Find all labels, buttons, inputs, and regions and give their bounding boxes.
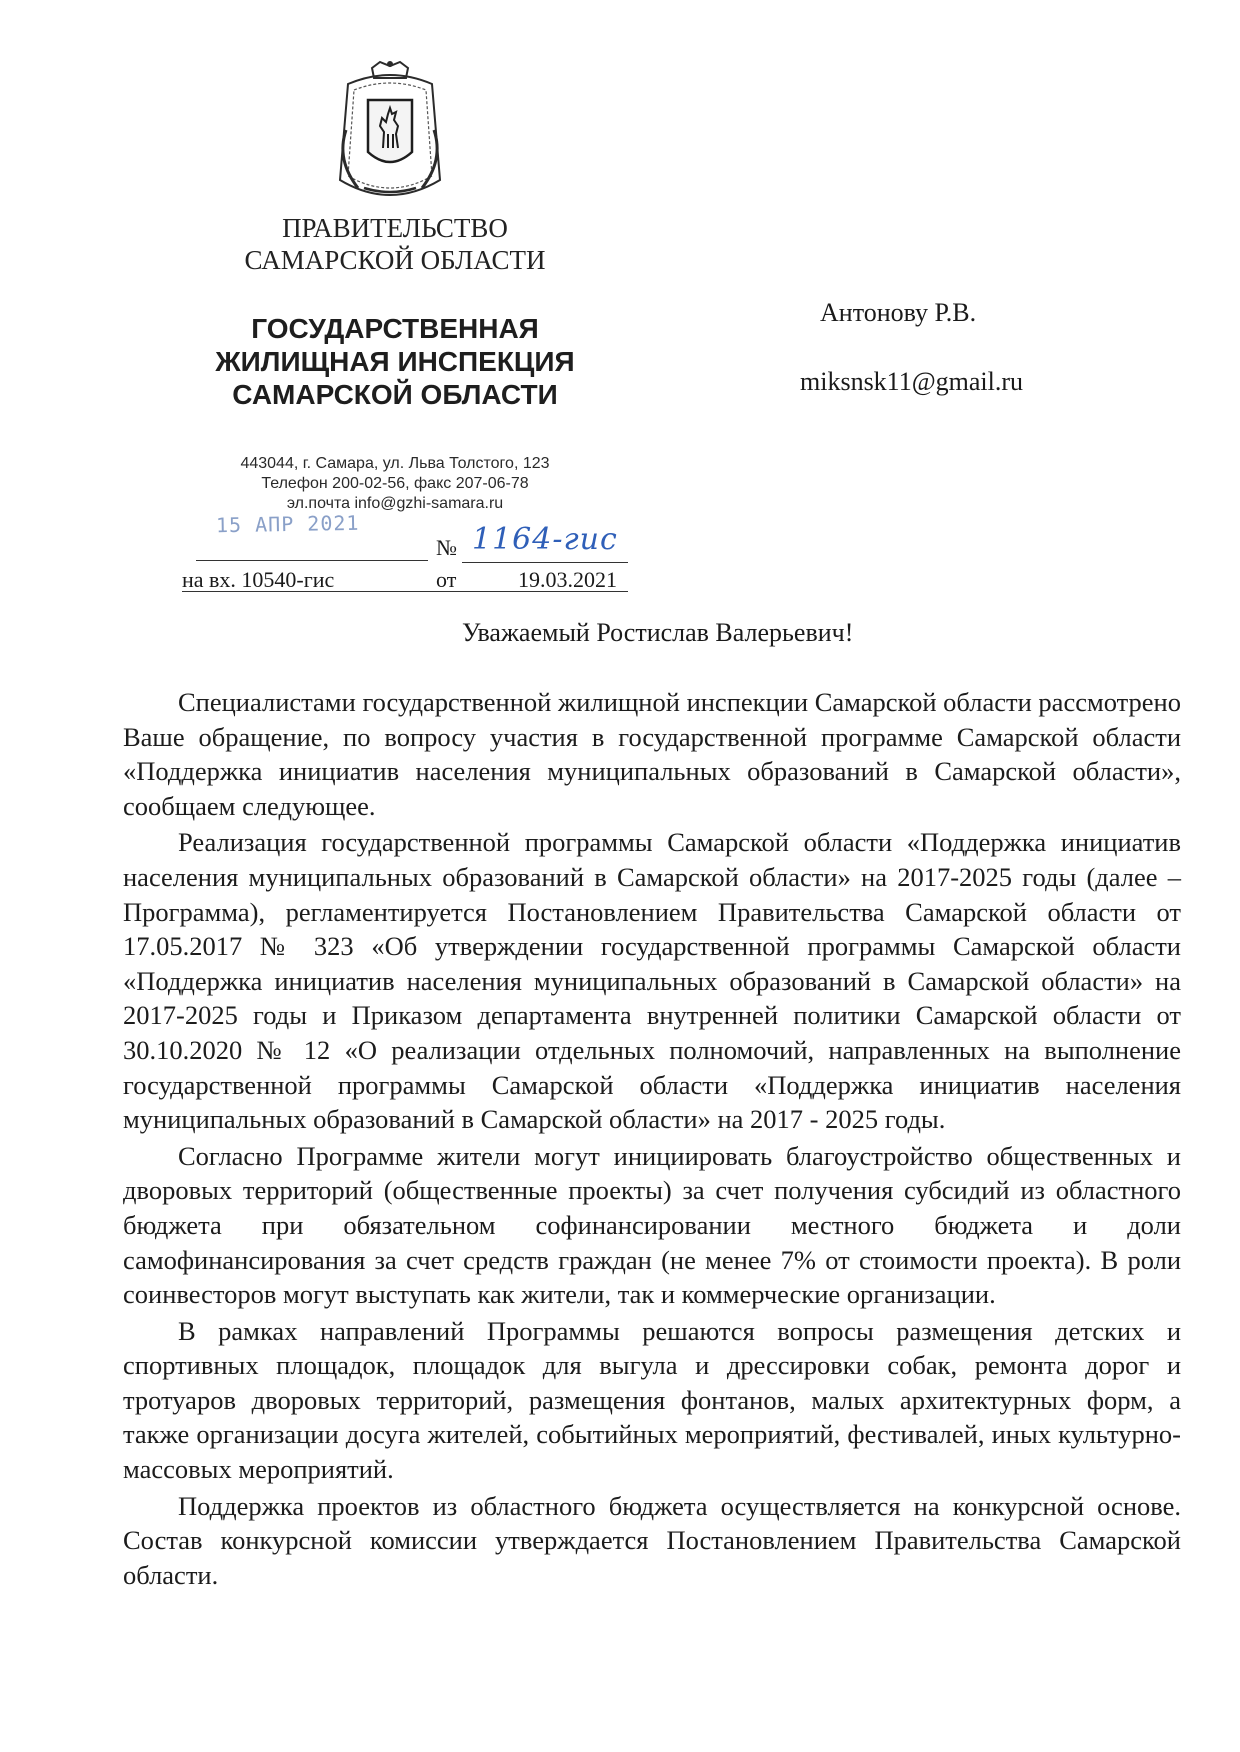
number-label: № <box>436 535 457 560</box>
from-label: от <box>436 567 457 592</box>
date-underline <box>196 560 428 561</box>
agency-title <box>180 312 610 411</box>
body-paragraph: Поддержка проектов из областного бюджета осуществляется на конкурсной основе. Состав конкурсной комиссии утверждается Постановлением Правительства Самарской области. <box>123 1490 1181 1590</box>
letter-body <box>123 685 1181 1594</box>
recipient-name: Антонову Р.В. <box>820 298 977 327</box>
body-paragraph: Реализация государственной программы Самарской области «Поддержка инициатив населения муниципальных образований в Самарской области» на 2017-2025 годы (далее – Программа), регламентируется Постановлением Правительства Самарской области от 17.05.2017 № 323 «Об утверждении государственной программы Самарской области «Поддержка инициатив населения муниципальных образований в Самарской области» на 2017-2025 годы и Приказом департамента внутренней политики Самарской области от 30.10.2020 № 12 «О реализации отдельных полномочий, направленных на выполнение государственной программы Самарской области «Поддержка инициатив населения муниципальных образований в Самарской области» на 2017 - 2025 годы. <box>123 827 1181 1135</box>
body-paragraph: Согласно Программе жители могут инициировать благоустройство общественных и дворовых территорий (общественные проекты) за счет получения субсидий из областного бюджета при обязательном софинансировании местного бюджета и доли самофинансирования за счет средств граждан (не менее 7% от стоимости проекта). В роли соинвесторов могут выступать как жители, так и коммерческие организации. <box>123 1140 1181 1310</box>
phone-text: Телефон 200-02-56, факс 207-06-78 <box>261 475 529 492</box>
greeting: Уважаемый Ростислав Валерьевич! <box>462 618 854 647</box>
coat-of-arms-emblem <box>328 60 452 208</box>
incoming-underline <box>182 591 628 592</box>
email-text: эл.почта info@gzhi-samara.ru <box>286 495 504 512</box>
from-date: 19.03.2021 <box>518 567 617 592</box>
agency-line: САМАРСКОЙ ОБЛАСТИ <box>232 379 558 410</box>
government-line: ПРАВИТЕЛЬСТВО <box>282 213 508 243</box>
body-paragraph: Специалистами государственной жилищной инспекции Самарской области рассмотрено Ваше обращение, по вопросу участия в государственной программе Самарской области «Поддержка инициатив населения муниципальных образований в Самарской области», сообщаем следующее. <box>123 687 1181 821</box>
agency-contacts <box>200 454 590 514</box>
agency-line: ЖИЛИЩНАЯ ИНСПЕКЦИЯ <box>215 346 575 377</box>
address-text: 443044, г. Самара, ул. Льва Толстого, 123 <box>240 455 550 472</box>
recipient-email: miksnsk11@gmail.ru <box>800 367 1024 396</box>
government-line: САМАРСКОЙ ОБЛАСТИ <box>244 245 546 275</box>
agency-line: ГОСУДАРСТВЕННАЯ <box>251 313 539 344</box>
number-underline <box>462 562 628 563</box>
incoming-reference: на вх. 10540-гис <box>182 567 335 592</box>
handwritten-number: 1164-гис <box>472 522 618 557</box>
body-paragraph: В рамках направлений Программы решаются вопросы размещения детских и спортивных площадок, площадок для выгула и дрессировки собак, ремонта дорог и тротуаров дворовых территорий, размещения фонтанов, малых архитектурных форм, а также организации досуга жителей, событийных мероприятий, фестивалей, иных культурно-массовых мероприятий. <box>123 1315 1181 1485</box>
government-title <box>220 212 570 276</box>
date-stamp: 15 АПР 2021 <box>215 510 360 538</box>
